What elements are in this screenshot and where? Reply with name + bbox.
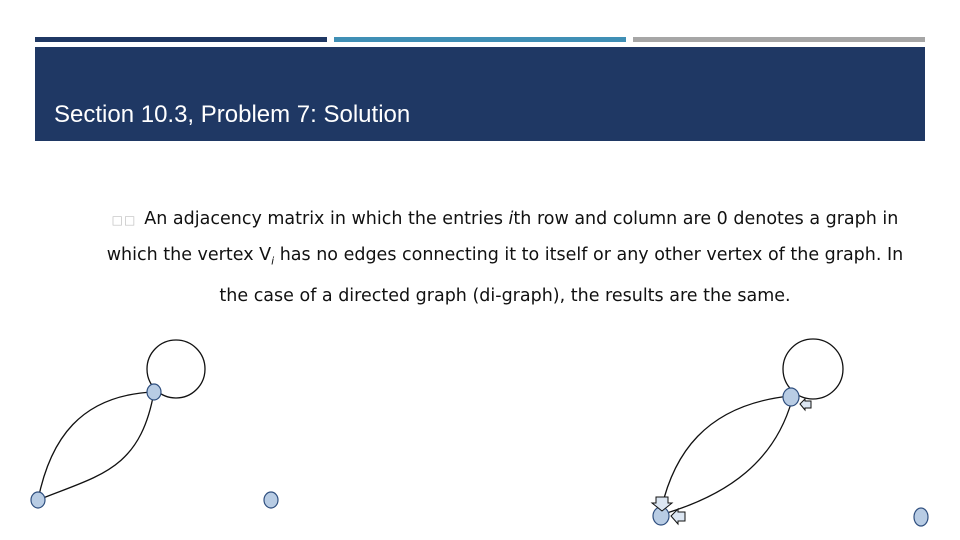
undirected-graph <box>31 340 278 508</box>
vertex-isolated-right <box>914 508 928 526</box>
bullet-glyph: □□ <box>111 213 137 227</box>
paragraph-text-1: An adjacency matrix in which the entries <box>144 209 509 229</box>
edge-lower-left <box>38 392 154 500</box>
vertex-subscript-i: i <box>271 254 275 268</box>
paragraph-text-3: has no edges connecting it to itself or any other vertex of the graph. In the case of a directed graph (di-graph), the results are the same. <box>219 245 904 306</box>
vertex-v1-right <box>783 388 799 406</box>
arc-lower-right <box>660 400 792 515</box>
vertex-isolated-left <box>264 492 278 508</box>
arc-upper-right <box>660 396 790 515</box>
directed-graph <box>652 339 928 526</box>
paragraph-text-2: th row and column are 0 denotes a graph in which the vertex V <box>106 209 899 265</box>
paragraph-italic-i: i <box>508 209 514 229</box>
edge-upper-left <box>38 392 154 500</box>
arrowhead-loop-icon <box>800 399 811 410</box>
slide-title: Section 10.3, Problem 7: Solution <box>54 101 411 128</box>
arrowhead-down-icon <box>652 497 672 511</box>
vertex-v1-left <box>147 384 161 400</box>
vertex-v2-left <box>31 492 45 508</box>
